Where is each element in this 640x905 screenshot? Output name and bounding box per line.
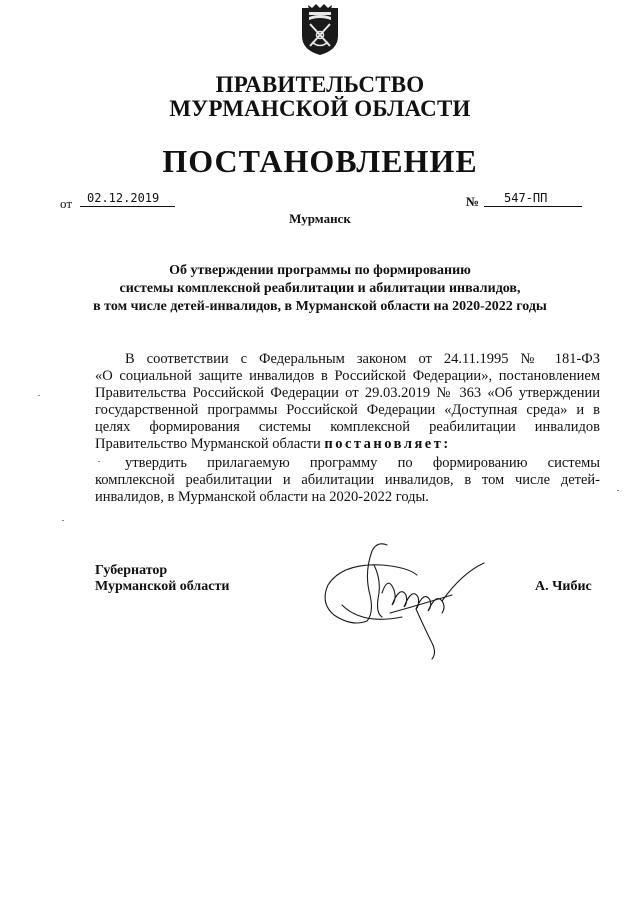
body-paragraph-2-line-2: комплексной реабилитации и абилитации инвалидов, в том числе детей- — [95, 472, 600, 488]
scan-speck — [617, 490, 619, 491]
body-paragraph-1-line-6 — [95, 436, 600, 453]
signer-title-line-2: Мурманской области — [95, 579, 230, 594]
subject-line-2: системы комплексной реабилитации и абилитации инвалидов, — [119, 281, 521, 296]
body-paragraph-1-line-6-text: Правительство Мурманской области — [95, 436, 325, 452]
government-title-line-2: МУРМАНСКОЙ ОБЛАСТИ — [169, 96, 471, 121]
body-paragraph-1-line-4: государственной программы Российской Федерации «Доступная среда» и в — [95, 402, 600, 418]
number-value: 547-ПП — [484, 190, 582, 207]
body-paragraph-1-line-1: В соответствии с Федеральным законом от 24.11.1995 № 181-ФЗ — [125, 351, 600, 367]
signer-name: А. Чибис — [535, 579, 592, 594]
scan-speck — [62, 520, 64, 521]
city-label: Мурманск — [289, 211, 351, 226]
signer-title-line-1: Губернатор — [95, 563, 168, 578]
date-value: 02.12.2019 — [80, 190, 175, 207]
subject-line-1: Об утверждении программы по формированию — [169, 263, 471, 278]
scan-speck — [38, 395, 40, 396]
body-paragraph-2-line-3: инвалидов, в Мурманской области на 2020-2022 годы. — [95, 489, 429, 505]
body-paragraph-1-line-3: Правительства Российской Федерации от 29.03.2019 № 363 «Об утверждении — [95, 385, 600, 401]
government-title-line-1: ПРАВИТЕЛЬСТВО — [215, 72, 425, 97]
body-paragraph-1-line-2: «О социальной защите инвалидов в Российской Федерации», постановлением — [95, 368, 600, 384]
document-type-heading: ПОСТАНОВЛЕНИЕ — [162, 143, 478, 179]
scan-speck — [98, 461, 100, 462]
body-paragraph-1-line-5: целях формирования системы комплексной реабилитации инвалидов — [95, 419, 600, 435]
resolution-word: постановляет: — [324, 436, 451, 452]
handwritten-signature — [312, 535, 502, 660]
subject-line-3: в том числе детей-инвалидов, в Мурманской области на 2020-2022 годы — [93, 299, 547, 314]
body-paragraph-2-line-1: утвердить прилагаемую программу по формированию системы — [125, 455, 600, 471]
coat-of-arms-icon — [298, 2, 342, 56]
date-label: от — [60, 196, 73, 211]
number-label: № — [466, 194, 480, 209]
